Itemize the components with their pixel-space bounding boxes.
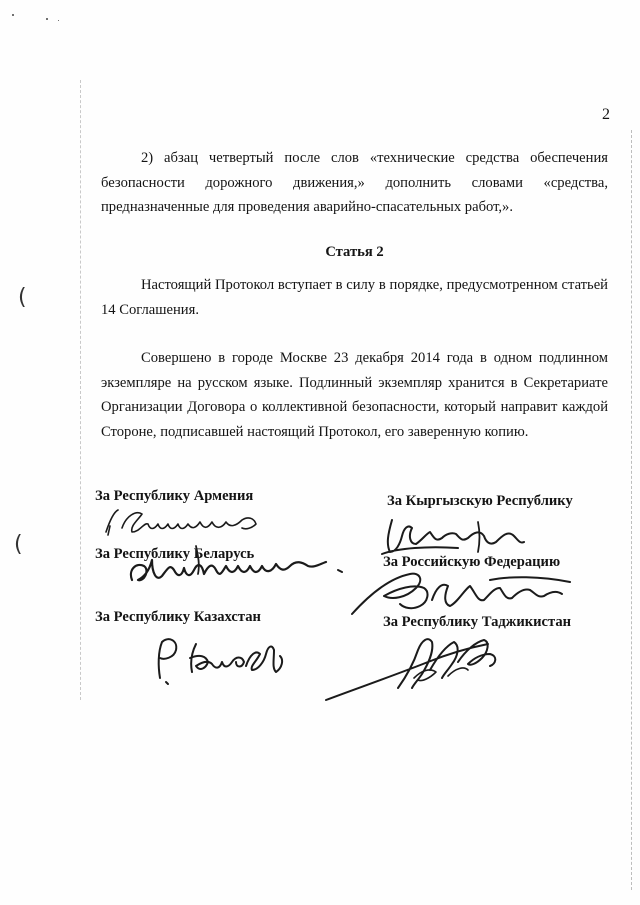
signatory-tajikistan: За Республику Таджикистан [383,614,572,630]
signature-kyrgyzstan [368,508,568,568]
signature-kazakhstan [146,632,296,692]
margin-bracket: ( [18,285,27,310]
signature-armenia [96,502,266,542]
scan-speck [12,14,14,16]
signature-belarus [122,540,362,595]
scan-speck [58,20,59,21]
signatory-armenia: За Республику Армения [95,488,254,504]
article-heading: Статья 2 [325,244,384,260]
signatory-belarus: За Республику Беларусь [95,546,255,562]
paragraph-done-at-moscow: Совершено в городе Москве 23 декабря 2014 года в одном подлинном экземпляре на русском языке. Подлинный экземпляр хранится в Секретариате Организации Договора о коллективной безопасности, который направит каждой Стороне, подписавшей настоящий Протокол, его заверенную копию. [101,350,608,440]
signature-tajikistan [318,618,538,708]
margin-bracket: ( [14,532,23,557]
scan-edge-right [631,130,633,890]
page-number: 2 [602,106,610,123]
signature-russia [340,564,590,624]
signatory-kazakhstan: За Республику Казахстан [95,609,261,625]
paragraph-entry-into-force: Настоящий Протокол вступает в силу в порядке, предусмотренном статьей 14 Соглашения. [101,277,608,318]
signatory-russia: За Российскую Федерацию [383,554,561,570]
paragraph-amendment: 2) абзац четвертый после слов «технические средства обеспечения безопасности дорожного движения,» дополнить словами «средства, предназначенные для проведения аварийно-спасательных работ,». [101,150,608,215]
signatory-kyrgyzstan: За Кыргызскую Республику [387,493,573,509]
scan-speck [46,18,48,20]
scan-edge-left [80,80,82,700]
